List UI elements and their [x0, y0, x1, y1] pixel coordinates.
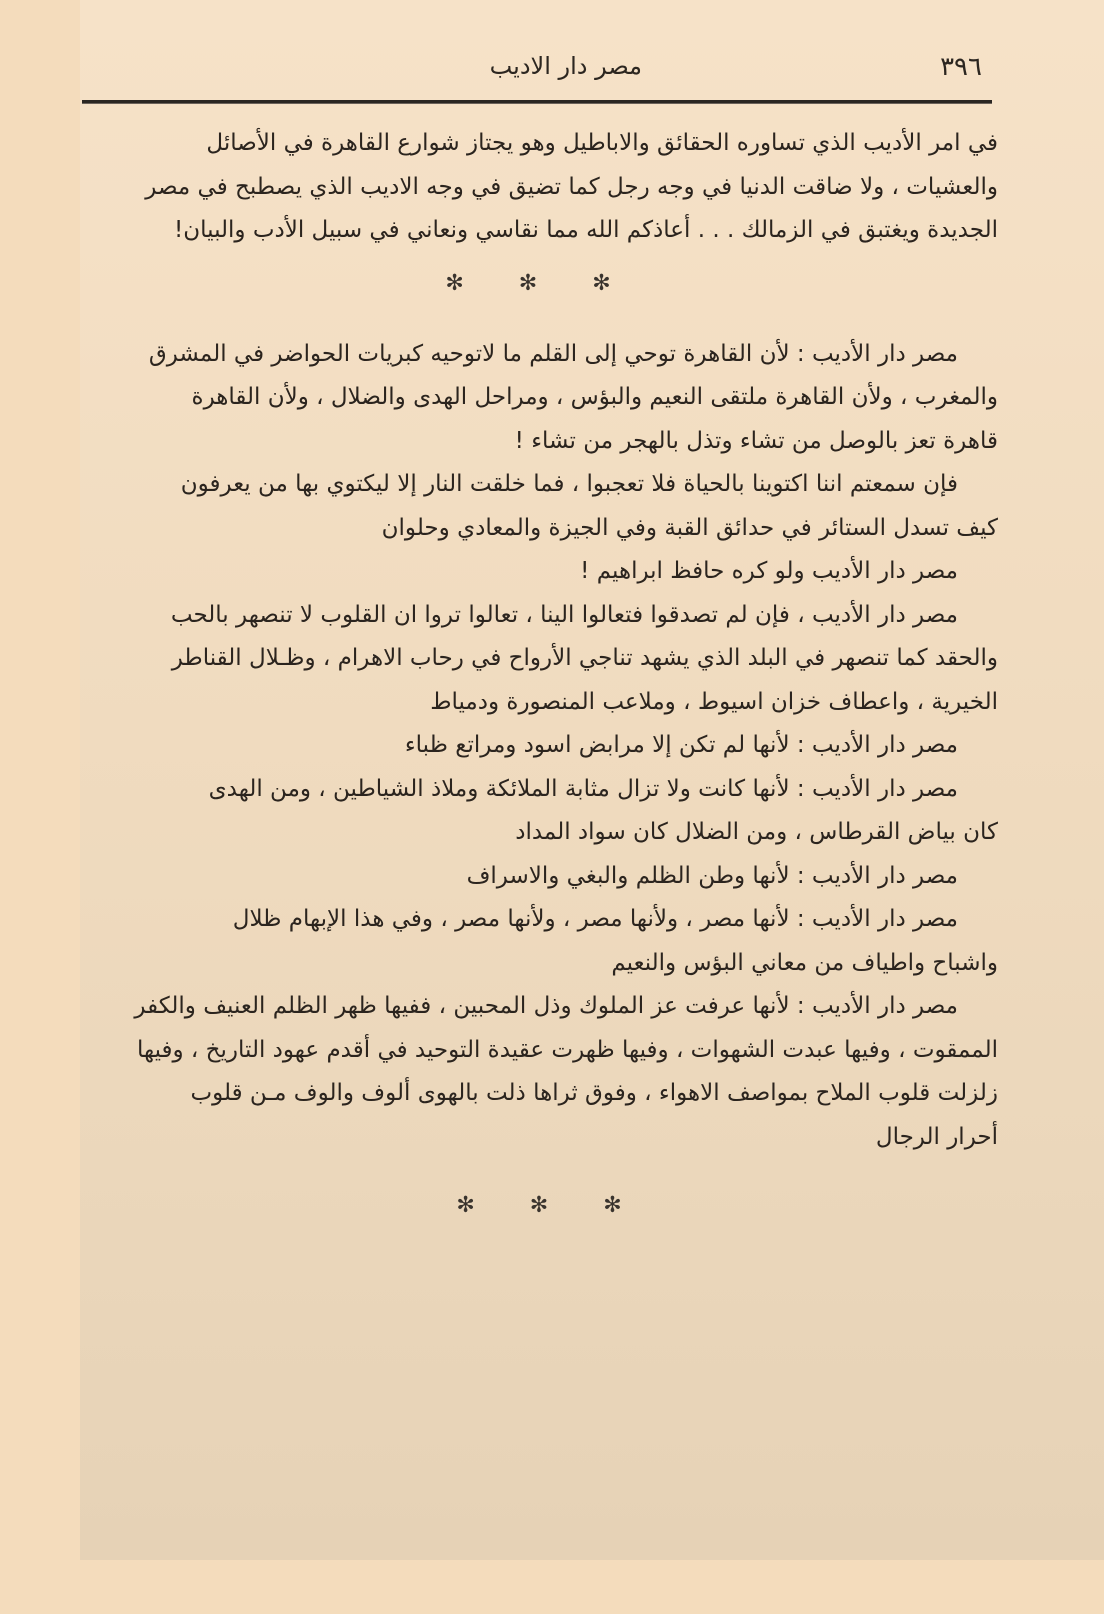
line: مصر دار الأديب : لأنها مصر ، ولأنها مصر ، ولأنها مصر ، وفي هذا الإبهام ظلال [232, 906, 958, 932]
line: واشباح واطياف من معاني البؤس والنعيم [611, 949, 998, 976]
line: أحرار الرجال [875, 1123, 998, 1150]
line: فإن سمعتم اننا اكتوينا بالحياة فلا تعجبوا ، فما خلقت النار إلا ليكتوي بها من يعرفون [180, 471, 958, 497]
line: كيف تسدل الستائر في حدائق القبة وفي الجيزة والمعادي وحلوان [381, 514, 998, 541]
header-rule [82, 100, 992, 104]
line: زلزلت قلوب الملاح بمواصف الاهواء ، وفوق ثراها ذلت بالهوى ألوف والوف مـن قلوب [190, 1080, 998, 1106]
line: الخيرية ، واعطاف خزان اسيوط ، وملاعب المنصورة ودمياط [430, 688, 998, 715]
paragraph-6 [82, 724, 998, 768]
section-separator-stars: ✻ ✻ ✻ [445, 270, 635, 296]
line: مصر دار الأديب : لأنها لم تكن إلا مرابض اسود ومراتع ظباء [404, 732, 958, 758]
page-header [80, 52, 1104, 92]
line: مصر دار الأديب ولو كره حافظ ابراهيم ! [580, 558, 958, 584]
paragraph-10 [82, 985, 998, 1159]
line: مصر دار الأديب : لأنها عرفت عز الملوك وذل المحبين ، ففيها ظهر الظلم العنيف والكفر [134, 993, 958, 1019]
paragraph-7 [82, 768, 998, 855]
running-title: مصر دار الاديب [489, 52, 642, 80]
line: قاهرة تعز بالوصل من تشاء وتذل بالهجر من تشاء ! [514, 427, 998, 454]
scanned-book-page [80, 0, 1104, 1560]
line: في امر الأديب الذي تساوره الحقائق والاباطيل وهو يجتاز شوارع القاهرة في الأصائل [206, 130, 998, 156]
line: الممقوت ، وفيها عبدت الشهوات ، وفيها ظهرت عقيدة التوحيد في أقدم عهود التاريخ ، وفيها [136, 1036, 998, 1063]
line: والعشيات ، ولا ضاقت الدنيا في وجه رجل كما تضيق في وجه الاديب الذي يصطبح في مصر [145, 173, 998, 200]
paragraph-2 [82, 333, 998, 464]
paragraph-8 [82, 855, 998, 899]
section-separator-stars: ✻ ✻ ✻ [456, 1193, 646, 1218]
line: والحقد كما تنصهر في البلد الذي يشهد تناجي الأرواح في رحاب الاهرام ، وظـلال القناطر [171, 645, 998, 671]
line: الجديدة ويغتبق في الزمالك . . . أعاذكم الله مما نقاسي ونعاني في سبيل الأدب والبيان! [174, 217, 998, 243]
paragraph-5 [82, 594, 998, 725]
page-number: ٣٩٦ [940, 52, 982, 82]
line: مصر دار الأديب ، فإن لم تصدقوا فتعالوا الينا ، تعالوا تروا ان القلوب لا تنصهر بالحب [170, 601, 958, 628]
line: مصر دار الأديب : لأنها كانت ولا تزال مثابة الملائكة وملاذ الشياطين ، ومن الهدى [208, 775, 958, 802]
paragraph-9 [82, 898, 998, 985]
paragraph-4 [82, 550, 998, 594]
paragraph-1 [82, 122, 998, 253]
line: مصر دار الأديب : لأن القاهرة توحي إلى القلم ما لاتوحيه كبريات الحواضر في المشرق [148, 340, 958, 367]
line: والمغرب ، ولأن القاهرة ملتقى النعيم والبؤس ، ومراحل الهدى والضلال ، ولأن القاهرة [191, 384, 998, 410]
body-text [82, 122, 998, 1241]
line: مصر دار الأديب : لأنها وطن الظلم والبغي والاسراف [466, 862, 958, 889]
line: كان بياض القرطاس ، ومن الضلال كان سواد المداد [515, 819, 998, 845]
paragraph-3 [82, 463, 998, 550]
